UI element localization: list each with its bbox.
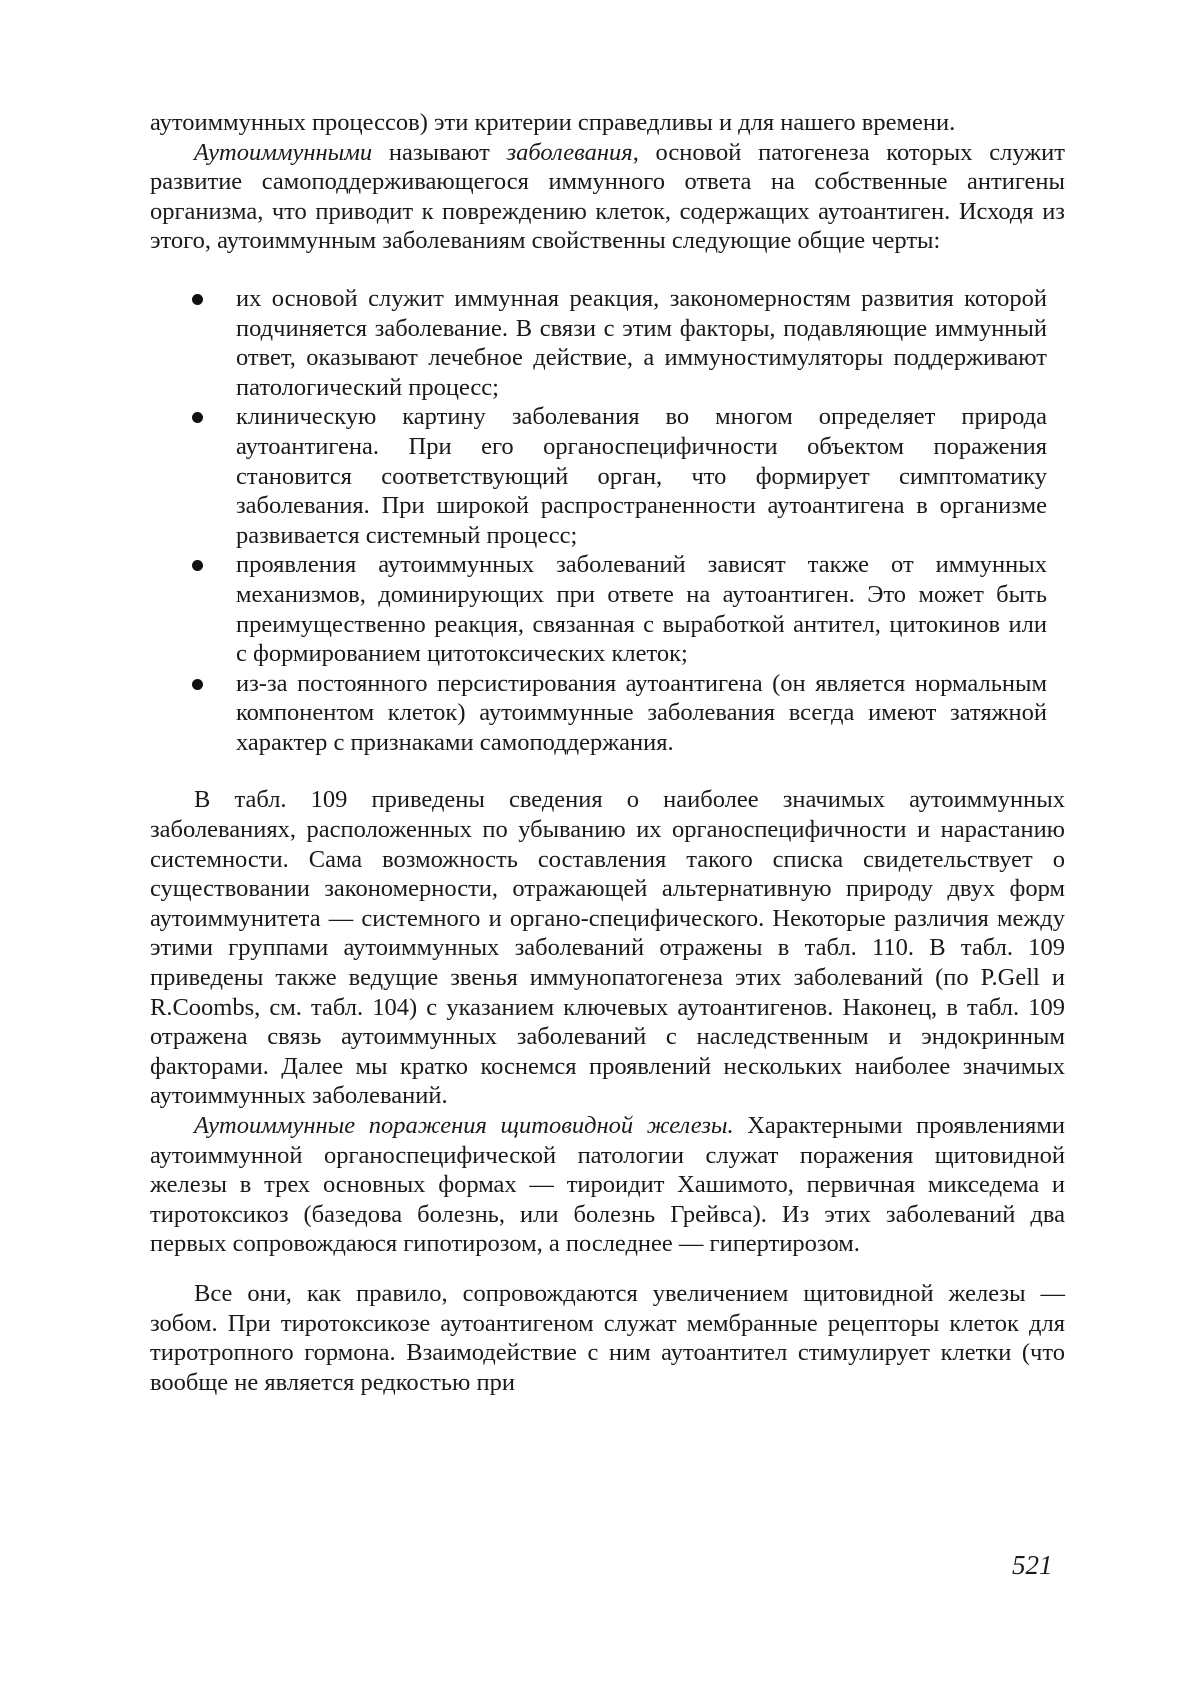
list-item-text: из-за постоянного персистирования аутоантигена (он является нормальным компонентом клеток) аутоиммунные заболевания всегда имеют затяжной характер с признаками самоподдержания.	[236, 669, 1047, 756]
definition-term-2: заболевания	[506, 138, 633, 166]
definition-term: Аутоиммунными	[194, 138, 373, 166]
list-item	[150, 284, 1065, 402]
list-item-text: проявления аутоиммунных заболеваний зависят также от иммунных механизмов, доминирующих при ответе на аутоантиген. Это может быть преимущественно реакция, связанная с выработкой антител, цитокинов или с формированием цитотоксических клеток;	[236, 551, 1047, 668]
bullet-icon	[192, 294, 203, 305]
list-item	[150, 550, 1065, 668]
bullet-icon	[192, 679, 203, 690]
spacer	[150, 757, 1065, 785]
spacer	[150, 1259, 1065, 1279]
thyroid-text: Характерными проявлениями аутоиммунной органоспецифической патологии служат поражения щитовидной железы в трех основных формах — тироидит Хашимото, первичная микседема и тиротоксикоз (базедова болезнь, или болезнь Грейвса). Из этих заболеваний два первых сопровождаюся гипотирозом, а последнее — гипертирозом.	[150, 1112, 1065, 1258]
list-item-text: их основой служит иммунная реакция, закономерностям развития которой подчиняется заболевание. В связи с этим факторы, подавляющие иммунный ответ, оказывают лечебное действие, а иммуностимуляторы поддерживают патологический процесс;	[236, 284, 1047, 401]
table-paragraph: В табл. 109 приведены сведения о наиболее значимых аутоиммунных заболеваниях, расположенных по убыванию их органоспецифичности и нарастанию системности. Сама возможность составления такого списка свидетельствует о существовании закономерности, отражающей альтернативную природу двух форм аутоиммунитета — системного и органо-специфического. Некоторые различия между этими группами аутоиммунных заболеваний отражены в табл. 110. В табл. 109 приведены также ведущие звенья иммунопатогенеза этих заболеваний (по P.Gell и R.Coombs, см. табл. 104) с указанием ключевых аутоантигенов. Наконец, в табл. 109 отражена связь аутоиммунных заболеваний с наследственным и эндокринным факторами. Далее мы кратко коснемся проявлений нескольких наиболее значимых аутоиммунных заболеваний.	[150, 786, 1065, 1110]
goiter-paragraph: Все они, как правило, сопровождаются увеличением щитовидной железы — зобом. При тиротоксикозе аутоантигеном служат мембранные рецепторы клеток для тиротропного гормона. Взаимодействие с ним аутоантител стимулирует клетки (что вообще не является редкостью при	[150, 1279, 1065, 1396]
page-body	[150, 108, 1065, 1397]
definition-text: , основой патогенеза которых служит развитие самоподдерживающегося иммунного ответа на собственные антигены организма, что приводит к повреждению клеток, содержащих аутоантиген. Исходя из этого, аутоиммунным заболеваниям свойственны следующие общие черты:	[150, 138, 1065, 255]
bullet-icon	[192, 412, 203, 423]
bullet-icon	[192, 560, 203, 571]
section-heading: Аутоиммунные поражения щитовидной железы.	[194, 1112, 734, 1139]
intro-continuation: аутоиммунных процессов) эти критерии справедливы и для нашего времени.	[150, 109, 956, 136]
spacer	[150, 256, 1065, 284]
list-item	[150, 669, 1065, 758]
list-item-text: клиническую картину заболевания во многом определяет природа аутоантигена. При его органоспецифичности объектом поражения становится соответствующий орган, что формирует симптоматику заболевания. При широкой распространенности аутоантигена в организме развивается системный процесс;	[236, 403, 1047, 549]
autoimmune-definition	[150, 138, 1065, 256]
thyroid-paragraph	[150, 1111, 1065, 1259]
list-item	[150, 402, 1065, 550]
definition-mid: называют	[372, 138, 507, 166]
features-list	[150, 284, 1065, 758]
page-number: 521	[1012, 1550, 1053, 1580]
